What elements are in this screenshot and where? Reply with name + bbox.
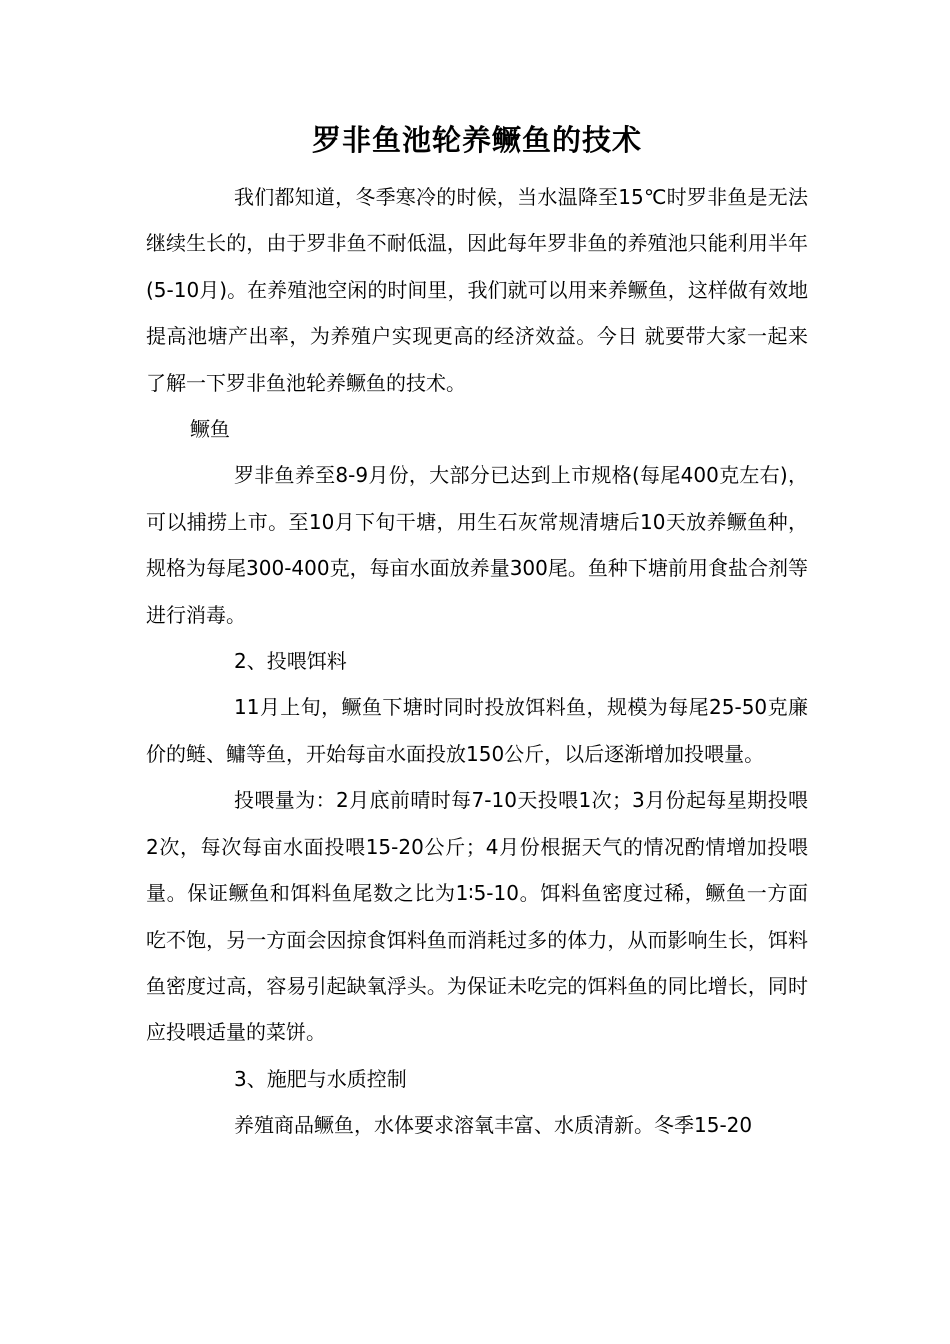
feeding-amount-paragraph: 投喂量为：2月底前晴时每7-10天投喂1次；3月份起每星期投喂2次，每次每亩水面投喂15-20公斤；4月份根据天气的情况酌情增加投喂量。保证鳜鱼和饵料鱼尾数之比为1∶5-10。饵料鱼密度过稀，鳜鱼一方面吃不饱，另一方面会因掠食饵料鱼而消耗过多的体力，从而影响生长，饵料鱼密度过高，容易引起缺氧浮头。为保证未吃完的饵料鱼的同比增长，同时应投喂适量的菜饼。 (146, 788, 808, 1045)
feeding-paragraph: 11月上旬，鳜鱼下塘时同时投放饵料鱼，规模为每尾25-50克廉价的鲢、鳙等鱼，开始每亩水面投放150公斤，以后逐渐增加投喂量。 (146, 695, 808, 766)
water-quality-paragraph: 养殖商品鳜鱼，水体要求溶氧丰富、水质清新。冬季15-20 (234, 1113, 753, 1138)
section-heading-feeding: 2、投喂饵料 (234, 649, 347, 674)
section-heading-mandarin-fish: 鳜鱼 (190, 417, 230, 442)
document-title: 罗非鱼池轮养鳜鱼的技术 (311, 123, 642, 157)
stocking-paragraph: 罗非鱼养至8-9月份，大部分已达到上市规格(每尾400克左右)，可以捕捞上市。至10月下旬干塘，用生石灰常规清塘后10天放养鳜鱼种，规格为每尾300-400克，每亩水面放养量300尾。鱼种下塘前用食盐合剂等进行消毒。 (146, 463, 808, 627)
document-page (146, 112, 808, 1149)
intro-paragraph: 我们都知道，冬季寒冷的时候，当水温降至15℃时罗非鱼是无法继续生长的，由于罗非鱼不耐低温，因此每年罗非鱼的养殖池只能利用半年(5-10月)。在养殖池空闲的时间里，我们就可以用来养鳜鱼，这样做有效地提高池塘产出率，为养殖户实现更高的经济效益。今日 就要带大家一起来了解一下罗非鱼池轮养鳜鱼的技术。 (146, 185, 808, 395)
section-heading-fertilizing: 3、施肥与水质控制 (234, 1066, 407, 1091)
